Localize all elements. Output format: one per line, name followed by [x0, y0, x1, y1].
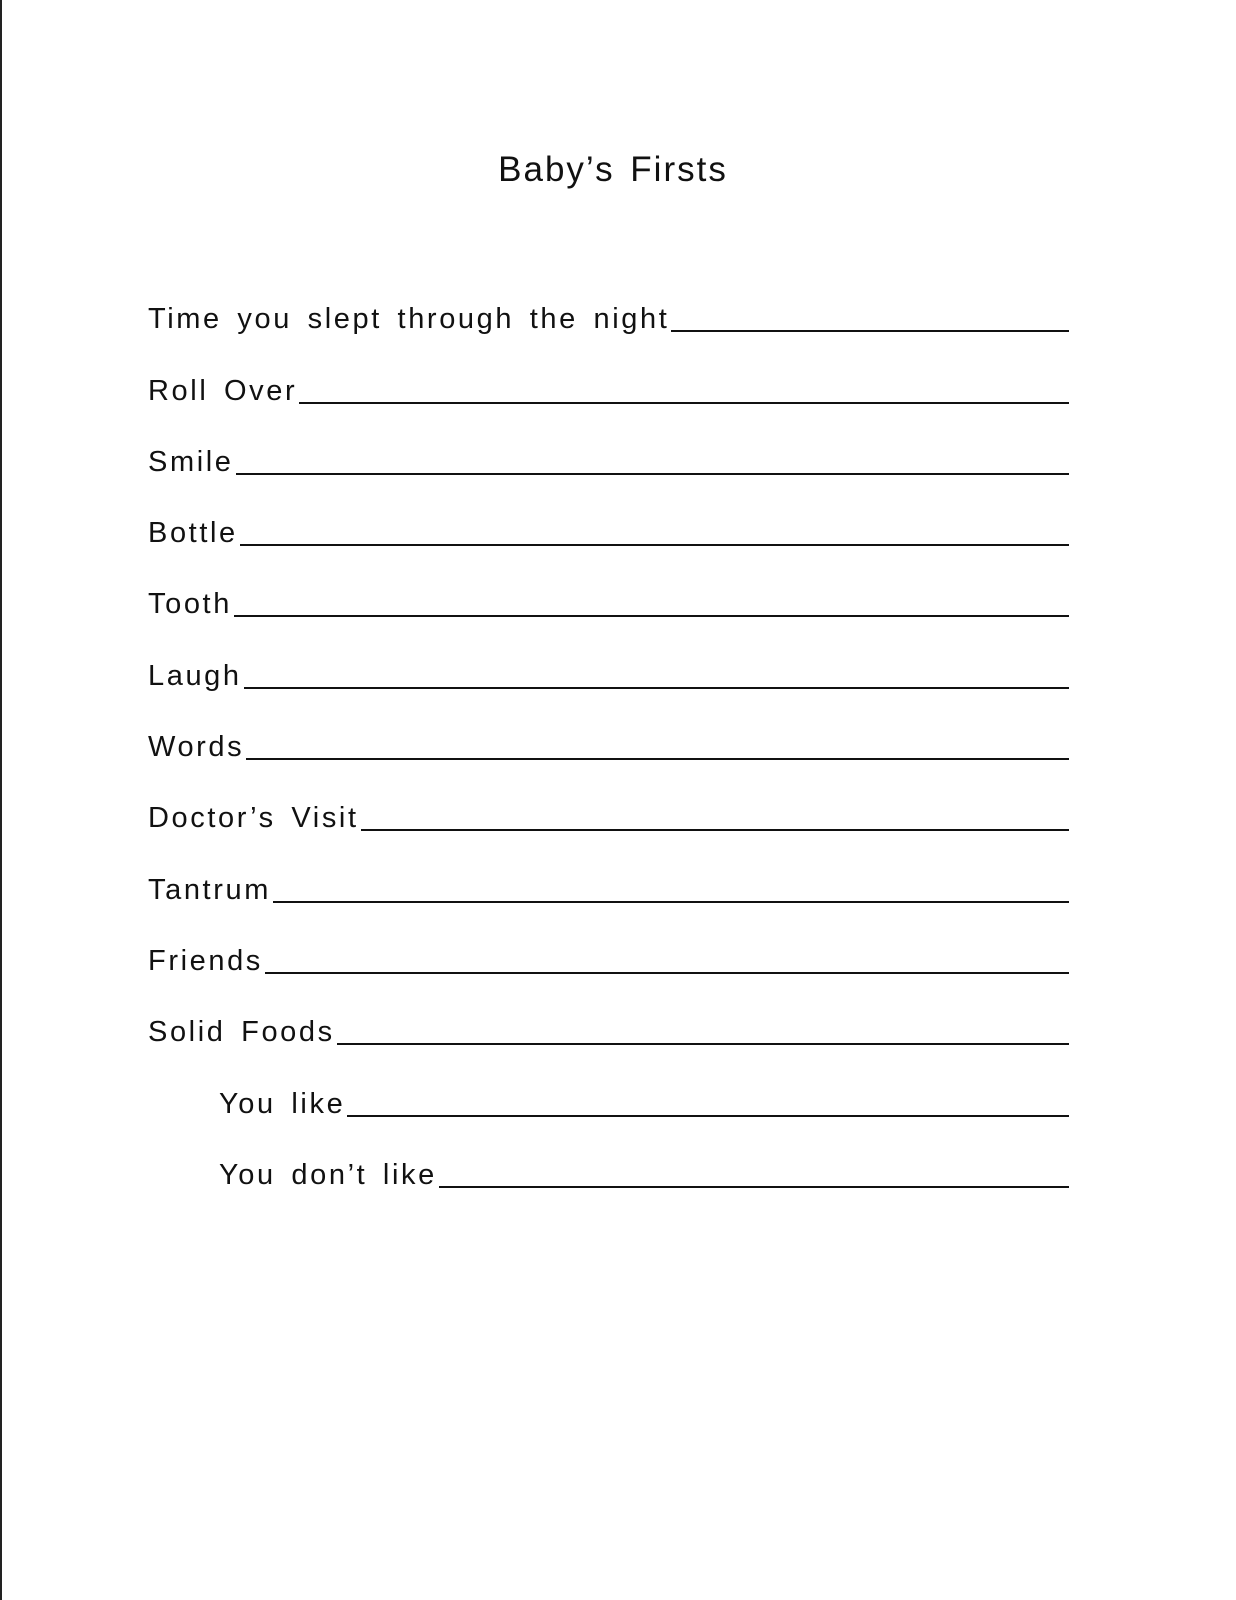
milestone-label: Solid Foods [148, 1016, 335, 1049]
milestone-label: Words [148, 731, 245, 764]
milestone-row [148, 694, 1069, 765]
milestone-row [148, 1122, 1069, 1193]
milestone-list [148, 266, 1069, 1193]
milestone-row [148, 1050, 1069, 1121]
milestone-row [148, 551, 1069, 622]
fill-in-blank-line[interactable] [244, 687, 1069, 689]
fill-in-blank-line[interactable] [439, 1186, 1069, 1188]
milestone-row [148, 765, 1069, 836]
milestone-row [148, 836, 1069, 907]
fill-in-blank-line[interactable] [347, 1115, 1069, 1117]
milestone-label: You like [219, 1087, 346, 1120]
fill-in-blank-line[interactable] [236, 473, 1069, 475]
fill-in-blank-line[interactable] [671, 330, 1069, 332]
fill-in-blank-line[interactable] [337, 1043, 1069, 1045]
milestone-label: Tantrum [148, 873, 271, 906]
milestone-label: You don’t like [219, 1158, 437, 1191]
milestone-label: Friends [148, 944, 263, 977]
fill-in-blank-line[interactable] [299, 402, 1069, 404]
page-title: Baby’s Firsts [498, 150, 728, 189]
milestone-label: Smile [148, 445, 234, 478]
milestone-label: Time you slept through the night [148, 303, 670, 336]
milestone-label: Laugh [148, 659, 242, 692]
fill-in-blank-line[interactable] [234, 615, 1069, 617]
milestone-row [148, 266, 1069, 337]
fill-in-blank-line[interactable] [246, 758, 1069, 760]
milestone-row [148, 979, 1069, 1050]
fill-in-blank-line[interactable] [265, 972, 1069, 974]
milestone-row [148, 409, 1069, 480]
page-edge [0, 0, 2, 1600]
milestone-label: Roll Over [148, 374, 298, 407]
milestone-label: Doctor’s Visit [148, 802, 359, 835]
milestone-label: Tooth [148, 588, 232, 621]
fill-in-blank-line[interactable] [240, 544, 1069, 546]
fill-in-blank-line[interactable] [273, 901, 1069, 903]
milestone-row [148, 622, 1069, 693]
milestone-row [148, 908, 1069, 979]
milestone-label: Bottle [148, 517, 238, 550]
fill-in-blank-line[interactable] [361, 829, 1069, 831]
milestone-row [148, 337, 1069, 408]
milestone-row [148, 480, 1069, 551]
